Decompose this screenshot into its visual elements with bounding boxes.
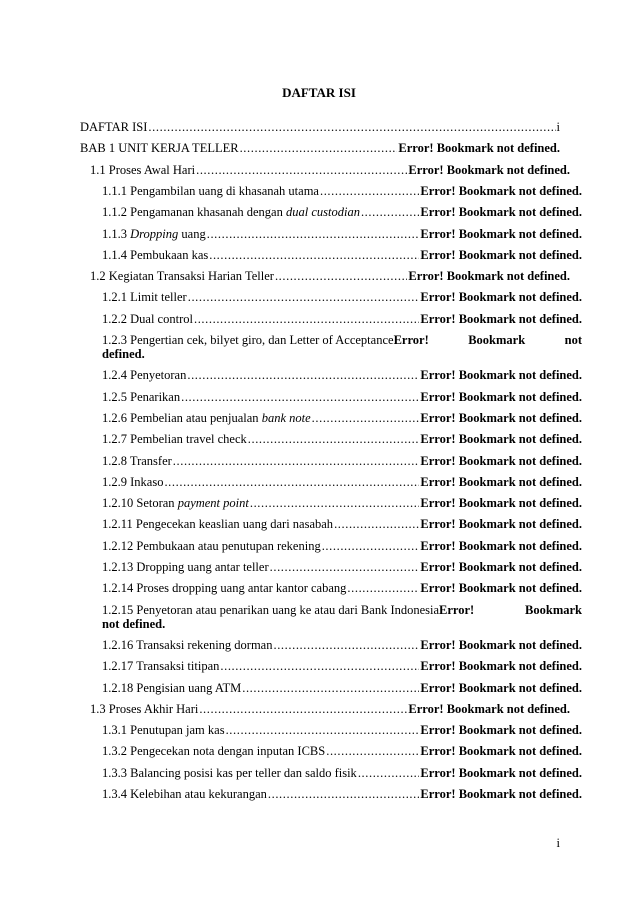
toc-entry-text: 1.2.7 Pembelian travel check [102,432,247,447]
toc-entry-page-ref: Error! Bookmark not defined. [420,389,582,404]
toc-entry-page-ref: Error! Bookmark not defined. [408,162,570,177]
toc-entry-text: 1.2.10 Setoran payment point [102,496,249,511]
dot-leader [268,787,420,801]
dot-leader [275,269,407,283]
toc-entry[interactable] [80,454,582,468]
dot-leader [181,390,419,404]
toc-entry-page-ref: Error! Bookmark not defined. [420,560,582,574]
toc-entry[interactable] [80,496,582,510]
toc-entry-page-ref: Error! Bookmark not defined. [420,290,582,305]
toc-entry-page-ref: not defined. [102,616,166,631]
toc-entry[interactable] [80,744,582,758]
dot-leader [164,475,419,489]
toc-entry-page-ref: Error! Bookmark not defined. [420,183,582,198]
toc-entry-page-ref: Error! Bookmark not defined. [420,765,582,780]
toc-entry-page-ref: Error! Bookmark not defined. [420,744,582,759]
toc-entry-text: 1.2.4 Penyetoran [102,368,187,383]
toc-entry-text: BAB 1 UNIT KERJA TELLER [80,141,239,156]
toc-entry[interactable] [80,638,582,652]
dot-leader [248,432,420,446]
toc-entry-page-ref: Error! Bookmark not defined. [420,496,582,511]
toc-entry-text: 1.2.17 Transaksi titipan [102,659,220,674]
toc-entry-page-ref: Error! Bookmark not defined. [420,581,582,596]
toc-entry-text: 1.2.18 Pengisian uang ATM [102,680,242,695]
toc-entry[interactable] [80,333,582,361]
toc-entry-text: 1.2.3 Pengertian cek, bilyet giro, dan Letter of Acceptance [102,333,394,347]
toc-entry-text: 1.1.2 Pengamanan khasanah dengan dual custodian [102,205,360,220]
toc-entry-text: 1.2.2 Dual control [102,311,193,326]
toc-entry-page-ref: Error! Bookmark not defined. [420,474,582,489]
toc-entry[interactable] [80,184,582,198]
toc-entry-text: 1.2.8 Transfer [102,453,172,468]
toc-entry-text: 1.1.3 Dropping uang [102,226,206,241]
toc-entry-text: 1.3.2 Pengecekan nota dengan inputan ICBS [102,744,326,759]
toc-entry-page-ref: Error! Bookmark not defined. [420,410,582,425]
dot-leader [187,368,419,382]
dot-leader [240,141,398,155]
dot-leader [148,120,555,134]
toc-entry[interactable] [80,390,582,404]
toc-entry-page-ref: Error! Bookmark not defined. [420,787,582,801]
toc-entry-text: 1.3.3 Balancing posisi kas per teller dan saldo fisik [102,765,357,780]
dot-leader [347,581,419,595]
toc-entry-page-ref: Error! [439,602,475,617]
toc-entry[interactable] [80,141,560,155]
toc-entry-text: 1.3.1 Penutupan jam kas [102,723,225,738]
toc-entry-text: 1.2.15 Penyetoran atau penarikan uang ke atau dari Bank Indonesia [102,602,440,617]
toc-entry-text: DAFTAR ISI [80,120,148,134]
toc-entry-text: 1.3.4 Kelebihan atau kekurangan [102,787,267,801]
toc-entry[interactable] [80,702,570,716]
toc-entry-text: 1.2.6 Pembelian atau penjualan bank note [102,410,311,425]
toc-entry-page-ref: Error! Bookmark not defined. [408,269,570,284]
toc-entry-page-ref: Error! Bookmark not defined. [420,226,582,241]
toc-entry-page-ref: Error! Bookmark not defined. [420,680,582,695]
dot-leader [242,681,419,695]
toc-entry[interactable] [80,475,582,489]
toc-entry[interactable] [80,163,570,177]
dot-leader [326,744,419,758]
toc-entry[interactable] [80,681,582,695]
toc-entry-page-ref: Error! [393,333,429,347]
toc-entry-text: 1.2.9 Inkaso [102,474,164,489]
toc-entry-page-ref: i [556,120,560,134]
toc-entry-page-ref: Error! Bookmark not defined. [420,517,582,532]
toc-entry-text: 1.1 Proses Awal Hari [90,162,196,177]
toc-entry[interactable] [80,205,582,219]
toc-entry-page-ref: Error! Bookmark not defined. [408,701,570,716]
dot-leader [226,723,420,737]
dot-leader [334,517,419,531]
dot-leader [361,205,419,219]
toc-entry-page-ref: Bookmark [468,333,526,347]
toc-entry[interactable] [80,432,582,446]
toc-entry[interactable] [80,269,570,283]
toc-entry[interactable] [80,659,582,673]
toc-entry-page-ref: defined. [102,347,145,361]
dot-leader [196,163,407,177]
toc-entry-text: 1.2.14 Proses dropping uang antar kantor cabang [102,581,347,596]
dot-leader [173,454,420,468]
toc-entry-page-ref: Error! Bookmark not defined. [420,205,582,220]
toc-entry[interactable] [80,539,582,553]
toc-entry-text: 1.2.16 Transaksi rekening dorman [102,637,273,652]
toc-entry[interactable] [80,248,582,262]
dot-leader [188,290,420,304]
toc-entry-page-ref: Error! Bookmark not defined. [398,141,560,156]
dot-leader [322,539,420,553]
toc-entry-page-ref: Error! Bookmark not defined. [420,432,582,447]
toc-entry-text: 1.2 Kegiatan Transaksi Harian Teller [90,269,274,284]
toc-entry-page-ref: Bookmark [525,602,582,617]
toc-entry-text: 1.3 Proses Akhir Hari [90,701,199,716]
dot-leader [199,702,407,716]
dot-leader [270,560,420,574]
toc-entry[interactable] [80,368,582,382]
toc-entry[interactable] [80,411,582,425]
dot-leader [320,184,419,198]
toc-entry-page-ref: not [564,333,582,347]
toc-entry[interactable] [80,227,582,241]
toc-entry-text: 1.2.1 Limit teller [102,290,187,305]
toc-entry[interactable] [80,581,582,595]
page-number: i [556,836,560,850]
toc-entry-page-ref: Error! Bookmark not defined. [420,453,582,468]
toc-entry[interactable] [80,312,582,326]
toc-entry[interactable] [80,766,582,780]
toc-entry-text: 1.1.1 Pengambilan uang di khasanah utama [102,183,319,198]
toc-entry[interactable] [80,787,582,801]
toc-entry-page-ref: Error! Bookmark not defined. [420,247,582,262]
toc-entry[interactable] [80,120,560,134]
page-title: DAFTAR ISI [282,85,356,100]
toc-entry-page-ref: Error! Bookmark not defined. [420,723,582,738]
dot-leader [273,638,419,652]
toc-entry-page-ref: Error! Bookmark not defined. [420,637,582,652]
toc-entry-text: 1.2.13 Dropping uang antar teller [102,560,269,574]
toc-entry-text: 1.2.5 Penarikan [102,389,181,404]
toc-entry[interactable] [80,290,582,304]
dot-leader [358,766,420,780]
dot-leader [250,496,420,510]
dot-leader [194,312,419,326]
toc-entry-text: 1.1.4 Pembukaan kas [102,247,209,262]
toc-entry-page-ref: Error! Bookmark not defined. [420,538,582,553]
toc-entry-page-ref: Error! Bookmark not defined. [420,311,582,326]
toc-entry[interactable] [80,517,582,531]
toc-entry[interactable] [80,723,582,737]
dot-leader [220,659,419,673]
toc-entry-page-ref: Error! Bookmark not defined. [420,368,582,383]
dot-leader [312,411,420,425]
toc-entry-page-ref: Error! Bookmark not defined. [420,659,582,674]
toc-entry-text: 1.2.11 Pengecekan keaslian uang dari nasabah [102,517,334,532]
dot-leader [209,248,419,262]
toc-entry-text: 1.2.12 Pembukaan atau penutupan rekening [102,538,321,553]
dot-leader [207,227,420,241]
toc-entry[interactable] [80,560,582,574]
toc-entry[interactable] [80,603,582,631]
